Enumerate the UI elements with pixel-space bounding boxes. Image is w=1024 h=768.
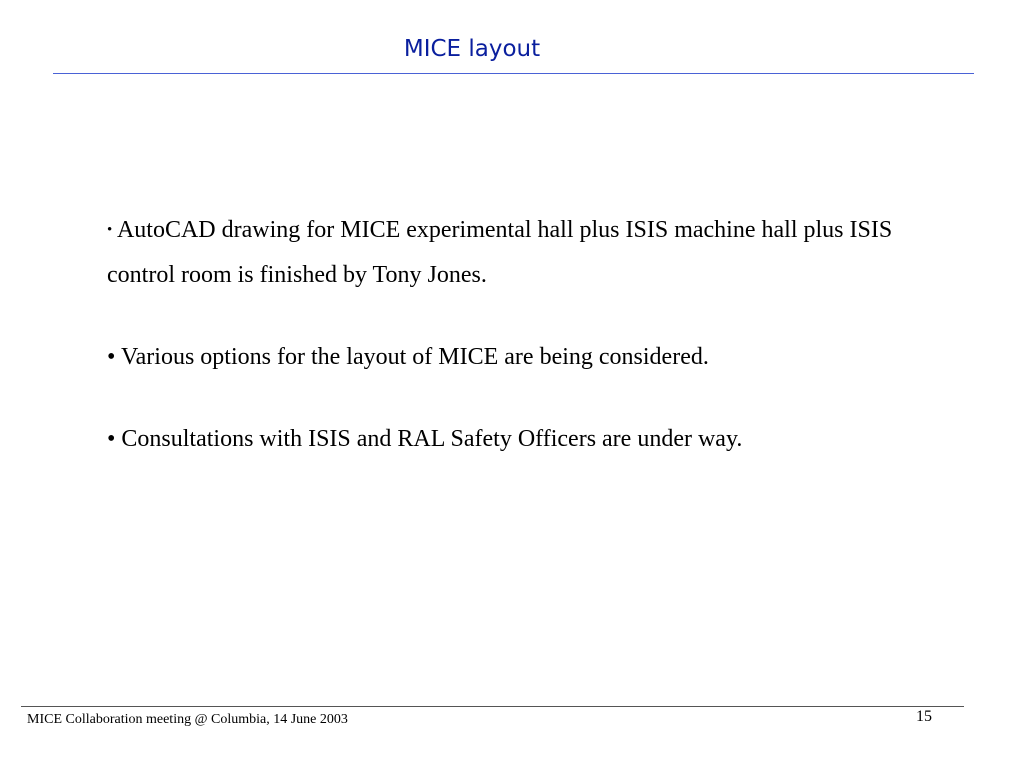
footer-text: MICE Collaboration meeting @ Columbia, 14 June 2003 bbox=[27, 712, 348, 727]
bullet-text: Consultations with ISIS and RAL Safety Officers are under way. bbox=[121, 426, 743, 452]
bullet-item bbox=[107, 418, 947, 460]
page-number: 15 bbox=[916, 708, 932, 725]
footer-divider bbox=[21, 706, 964, 707]
bullet-icon: • bbox=[107, 344, 116, 370]
slide-title: MICE layout bbox=[403, 36, 541, 62]
bullet-icon: • bbox=[107, 222, 113, 238]
bullet-item bbox=[107, 336, 947, 378]
bullet-icon: • bbox=[107, 426, 116, 452]
title-divider bbox=[53, 73, 974, 74]
bullet-text: Various options for the layout of MICE are being considered. bbox=[120, 344, 709, 370]
bullet-item bbox=[107, 209, 947, 296]
slide-body bbox=[107, 209, 947, 460]
bullet-text: AutoCAD drawing for MICE experimental hall plus ISIS machine hall plus ISIS control room is finished by Tony Jones. bbox=[107, 217, 893, 288]
